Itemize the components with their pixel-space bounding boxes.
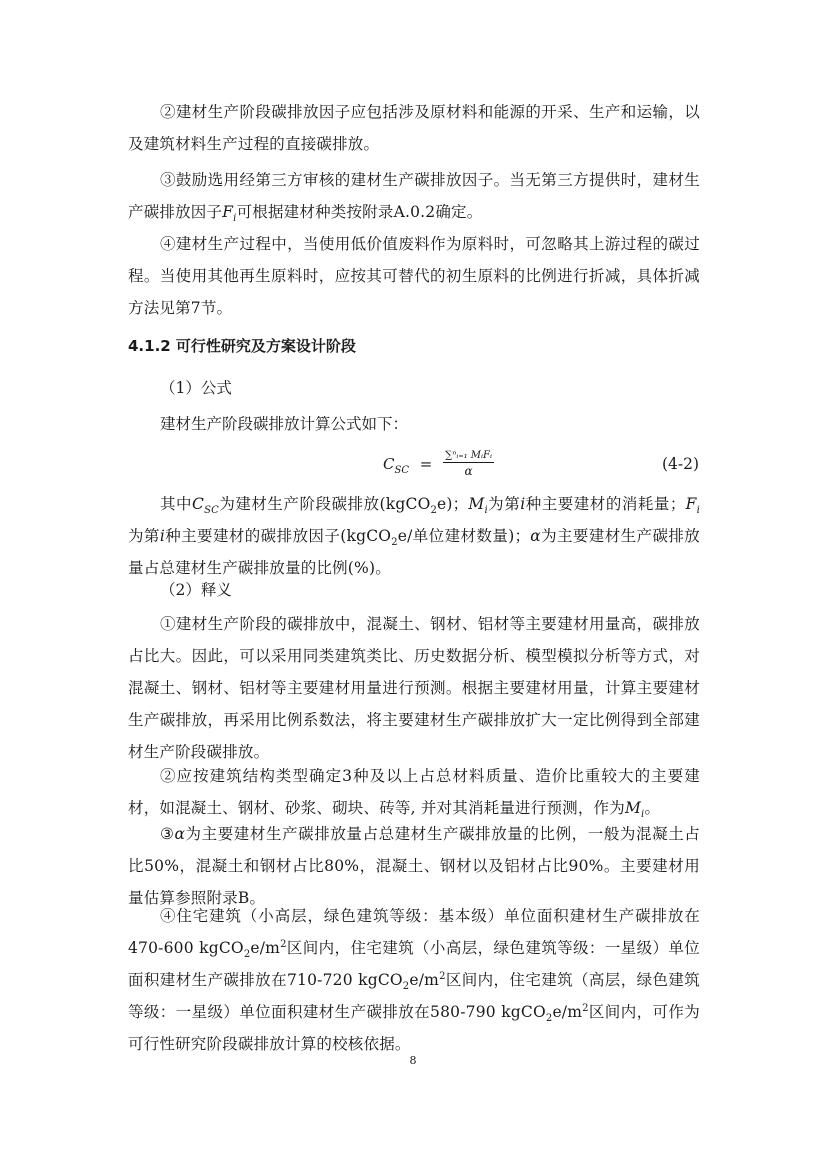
variable-subscript: i — [233, 213, 237, 225]
formula-denominator: α — [464, 464, 473, 478]
formula-lhs: $C_{SC}$ — [383, 455, 409, 476]
paragraph-text: ②建材生产阶段碳排放因子应包括涉及原材料和能源的开采、生产和运输，以及建筑材料生产过程的直接碳排放。 — [128, 103, 700, 153]
paragraph-variable-definitions: 其中$C_{SC}$为建材生产阶段碳排放(kgCO$_2$e)；$M_i$为第i种主要建材的消耗量；$F_i$为第i种主要建材的碳排放因子(kgCO$_2$e/单位建材数量)；α为主要建材生产碳排放量占总建材生产碳排放量的比例(%)。 — [128, 495, 700, 577]
paragraph-text: ④建材生产过程中，当使用低价值废料作为原料时，可忽略其上游过程的碳过程。当使用其他再生原料时，应按其可替代的初生原料的比例进行折减，具体折减方法见第7节。 — [128, 235, 700, 317]
paragraph-explanation-4: ④住宅建筑（小高层，绿色建筑等级：基本级）单位面积建材生产碳排放在470-600 $kgCO_2e/m^2$区间内，住宅建筑（小高层，绿色建筑等级：一星级）单位面积建材生产碳排放在710-720 $kgCO_2e/m^2$区间内，住宅建筑（高层，绿色建筑等级：一星级）单位面积建材生产碳排放在580-790 $kgCO_2e/m^2$区间内，可作为可行性研究阶段碳排放计算的校核依据。 — [128, 907, 701, 1053]
variable-f: F — [222, 203, 234, 221]
equation-number: (4-2) — [662, 455, 700, 473]
emission-formula — [383, 450, 494, 478]
paragraph-waste-material — [128, 228, 700, 324]
paragraph-third-party-factor — [128, 164, 700, 228]
formula-fraction — [443, 450, 494, 478]
paragraph-text: ③鼓励选用经第三方审核的建材生产碳排放因子。当无第三方提供时，建材生产碳排放因子 — [128, 171, 700, 221]
paragraph-text: ①建材生产阶段的碳排放中，混凝土、钢材、铝材等主要建材用量高，碳排放占比大。因此，可以采用同类建筑类比、历史数据分析、模型模拟分析等方式，对混凝土、钢材、铝材等主要建材用量进行预测。根据主要建材用量，计算主要建材生产碳排放，再采用比例系数法，将主要建材生产碳排放扩大一定比例得到全部建材生产阶段碳排放。 — [128, 615, 700, 761]
formula-numerator: ∑ⁿᵢ₌₁ MᵢFᵢ — [445, 450, 493, 461]
explanation-label: （2）释义 — [160, 581, 232, 599]
paragraph-explanation-3: ③α为主要建材生产碳排放量占总建材生产碳排放量的比例，一般为混凝土占比50%，混凝土和钢材占比80%，混凝土、钢材以及铝材占比90%。主要建材用量估算参照附录B。 — [128, 825, 700, 907]
formula-equals: = — [419, 455, 433, 473]
paragraph-text: 可根据建材种类按附录A.0.2确定。 — [236, 203, 483, 221]
paragraph-explanation-2: ②应按建筑结构类型确定3种及以上占总材料质量、造价比重较大的主要建材，如混凝土、钢材、砂浆、砌块、砖等, 并对其消耗量进行预测，作为$M_i$。 — [128, 767, 700, 821]
paragraph-emission-factor-scope — [128, 96, 700, 160]
paragraph-explanation-1 — [128, 608, 700, 768]
formula-intro: 建材生产阶段碳排放计算公式如下： — [160, 415, 409, 433]
page-number: 8 — [409, 1054, 417, 1067]
section-heading: 4.1.2 可行性研究及方案设计阶段 — [128, 337, 356, 355]
formula-label: （1）公式 — [160, 379, 232, 397]
